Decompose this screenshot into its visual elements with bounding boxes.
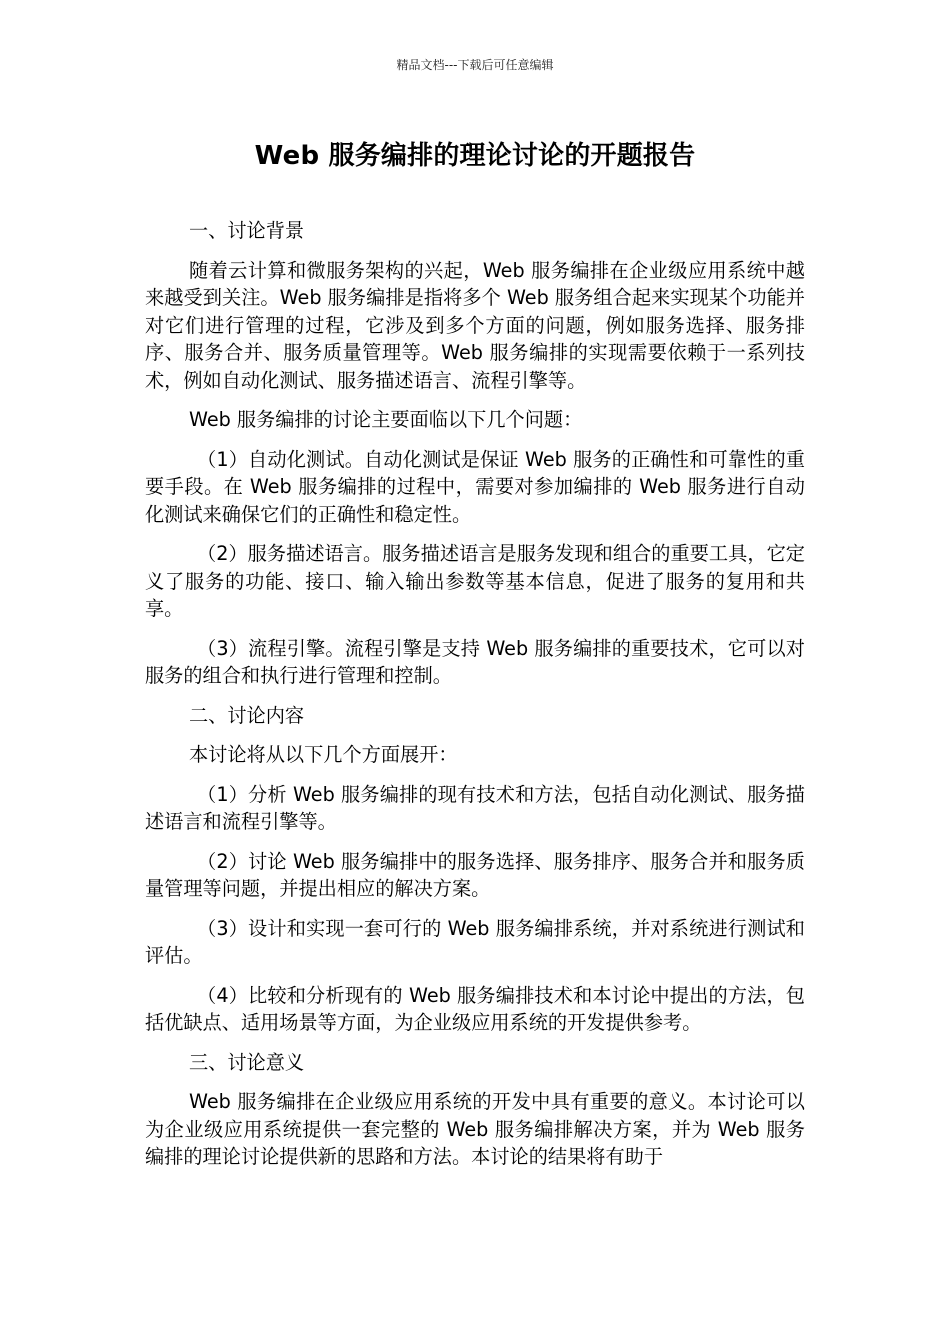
section-heading-significance: 三、讨论意义	[189, 1050, 305, 1074]
list-item-content-1: （1）分析 Web 服务编排的现有技术和方法，包括自动化测试、服务描述语言和流程引擎等。	[145, 782, 805, 833]
paragraph-background-2: Web 服务编排的讨论主要面临以下几个问题：	[189, 408, 583, 431]
paragraph-background-1: 随着云计算和微服务架构的兴起，Web 服务编排在企业级应用系统中越来越受到关注。Web 服务编排是指将多个 Web 服务组合起来实现某个功能并对它们进行管理的过程，它涉及到多个方面的问题，例如服务选择、服务排序、服务合并、服务质量管理等。Web 服务编排的实现需要依赖于一系列技术，例如自动化测试、服务描述语言、流程引擎等。	[145, 258, 805, 392]
section-heading-content: 二、讨论内容	[189, 703, 305, 727]
list-item-background-3: （3）流程引擎。流程引擎是支持 Web 服务编排的重要技术，它可以对服务的组合和执行进行管理和控制。	[145, 636, 805, 687]
paragraph-content-intro: 本讨论将从以下几个方面展开：	[189, 743, 458, 766]
list-item-content-2: （2）讨论 Web 服务编排中的服务选择、服务排序、服务合并和服务质量管理等问题，并提出相应的解决方案。	[145, 849, 805, 900]
document-title: Web 服务编排的理论讨论的开题报告	[254, 141, 696, 171]
list-item-content-4: （4）比较和分析现有的 Web 服务编排技术和本讨论中提出的方法，包括优缺点、适用场景等方面，为企业级应用系统的开发提供参考。	[145, 983, 805, 1034]
paragraph-significance-1: Web 服务编排在企业级应用系统的开发中具有重要的意义。本讨论可以为企业级应用系统提供一套完整的 Web 服务编排解决方案，并为 Web 服务编排的理论讨论提供新的思路和方法。本讨论的结果将有助于	[145, 1090, 805, 1168]
list-item-background-1: （1）自动化测试。自动化测试是保证 Web 服务的正确性和可靠性的重要手段。在 Web 服务编排的过程中，需要对参加编排的 Web 服务进行自动化测试来确保它们的正确性和稳定性。	[145, 447, 805, 526]
section-heading-background: 一、讨论背景	[189, 219, 305, 242]
list-item-content-3: （3）设计和实现一套可行的 Web 服务编排系统，并对系统进行测试和评估。	[145, 916, 805, 967]
page-header: 精品文档---下载后可任意编辑	[396, 58, 554, 72]
list-item-background-2: （2）服务描述语言。服务描述语言是服务发现和组合的重要工具，它定义了服务的功能、接口、输入输出参数等基本信息，促进了服务的复用和共享。	[145, 542, 805, 620]
document-body	[145, 217, 805, 1183]
